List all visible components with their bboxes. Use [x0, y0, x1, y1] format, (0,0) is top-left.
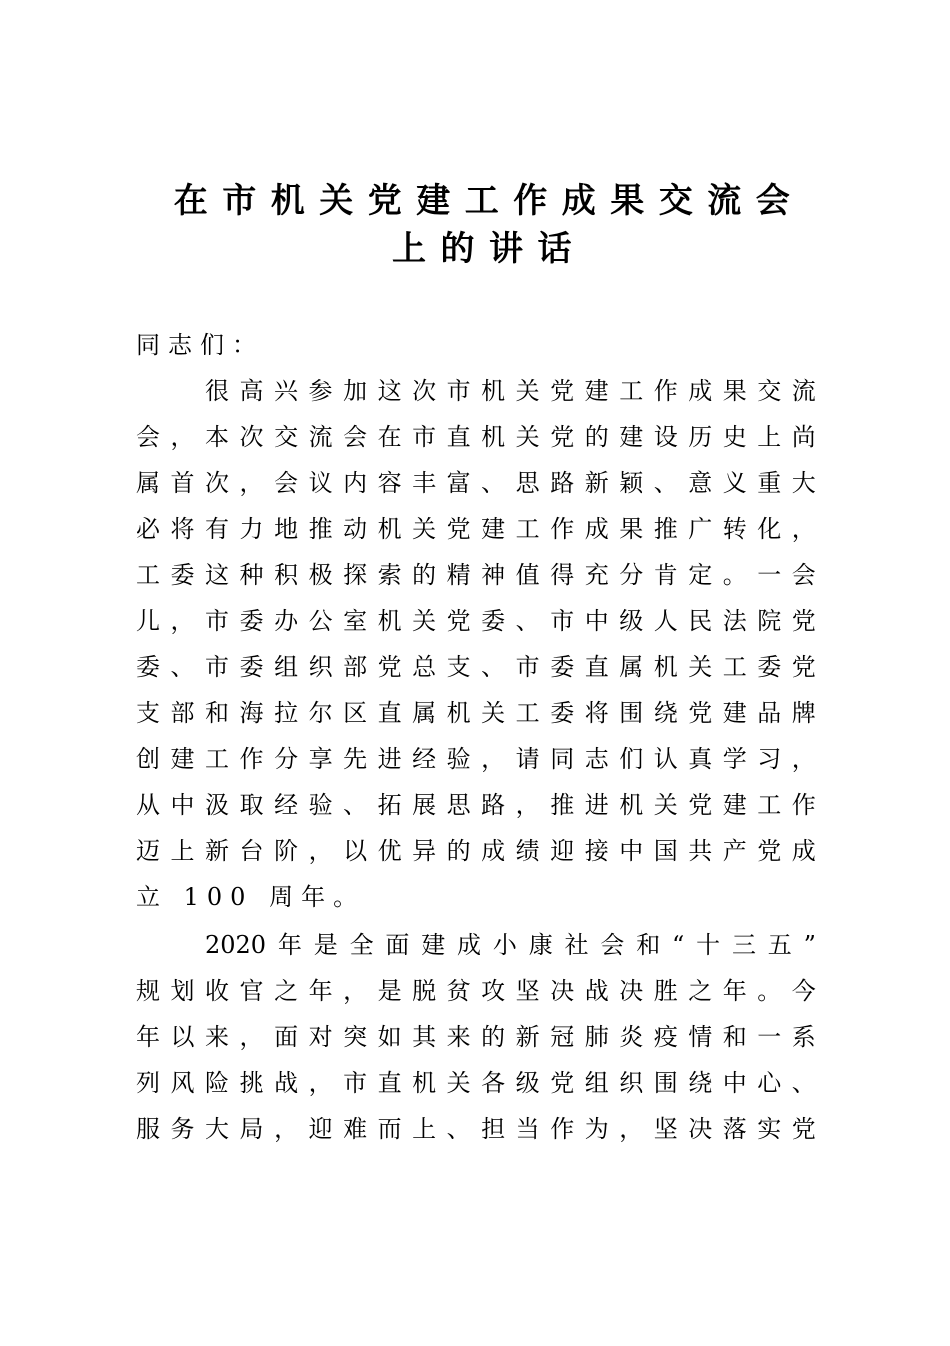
title-line-1: 在市机关党建工作成果交流会: [173, 181, 805, 221]
paragraph-2-line: 2020 年 是 全 面 建 成 小 康 社 会 和 “ 十 三 五 ”: [205, 931, 816, 959]
paragraph-1-line: 儿 ， 市 委 办 公 室 机 关 党 委 、 市 中 级 人 民 法 院 党: [136, 607, 816, 635]
paragraph-1-line: 迈 上 新 台 阶 ， 以 优 异 的 成 绩 迎 接 中 国 共 产 党 成: [136, 837, 816, 865]
paragraph-1-line: 立 100 周年。: [136, 883, 366, 911]
paragraph-1-line: 支 部 和 海 拉 尔 区 直 属 机 关 工 委 将 围 绕 党 建 品 牌: [136, 699, 816, 727]
paragraph-1-line: 工 委 这 种 积 极 探 索 的 精 神 值 得 充 分 肯 定 。 一 会: [136, 561, 816, 589]
paragraph-1-line: 创 建 工 作 分 享 先 进 经 验 ， 请 同 志 们 认 真 学 习 ，: [136, 745, 816, 773]
paragraph-1-line: 会 ， 本 次 交 流 会 在 市 直 机 关 党 的 建 设 历 史 上 尚: [136, 423, 816, 451]
paragraph-2-line: 服 务 大 局 ， 迎 难 而 上 、 担 当 作 为 ， 坚 决 落 实 党: [136, 1115, 816, 1143]
salutation: 同志们：: [136, 331, 264, 359]
paragraph-1-line: 属 首 次 ， 会 议 内 容 丰 富 、 思 路 新 颖 、 意 义 重 大: [136, 469, 816, 497]
title-line-2: 上的讲话: [392, 229, 586, 269]
paragraph-1-line: 必 将 有 力 地 推 动 机 关 党 建 工 作 成 果 推 广 转 化 ，: [136, 515, 816, 543]
paragraph-1-line: 委 、 市 委 组 织 部 党 总 支 、 市 委 直 属 机 关 工 委 党: [136, 653, 816, 681]
paragraph-2-line: 年 以 来 ， 面 对 突 如 其 来 的 新 冠 肺 炎 疫 情 和 一 系: [136, 1023, 816, 1051]
paragraph-2-line: 规 划 收 官 之 年 ， 是 脱 贫 攻 坚 决 战 决 胜 之 年 。 今: [136, 977, 816, 1005]
paragraph-1-line: 很 高 兴 参 加 这 次 市 机 关 党 建 工 作 成 果 交 流: [205, 377, 816, 405]
paragraph-2-line: 列 风 险 挑 战 ， 市 直 机 关 各 级 党 组 织 围 绕 中 心 、: [136, 1069, 816, 1097]
paragraph-1-line: 从 中 汲 取 经 验 、 拓 展 思 路 ， 推 进 机 关 党 建 工 作: [136, 791, 816, 819]
